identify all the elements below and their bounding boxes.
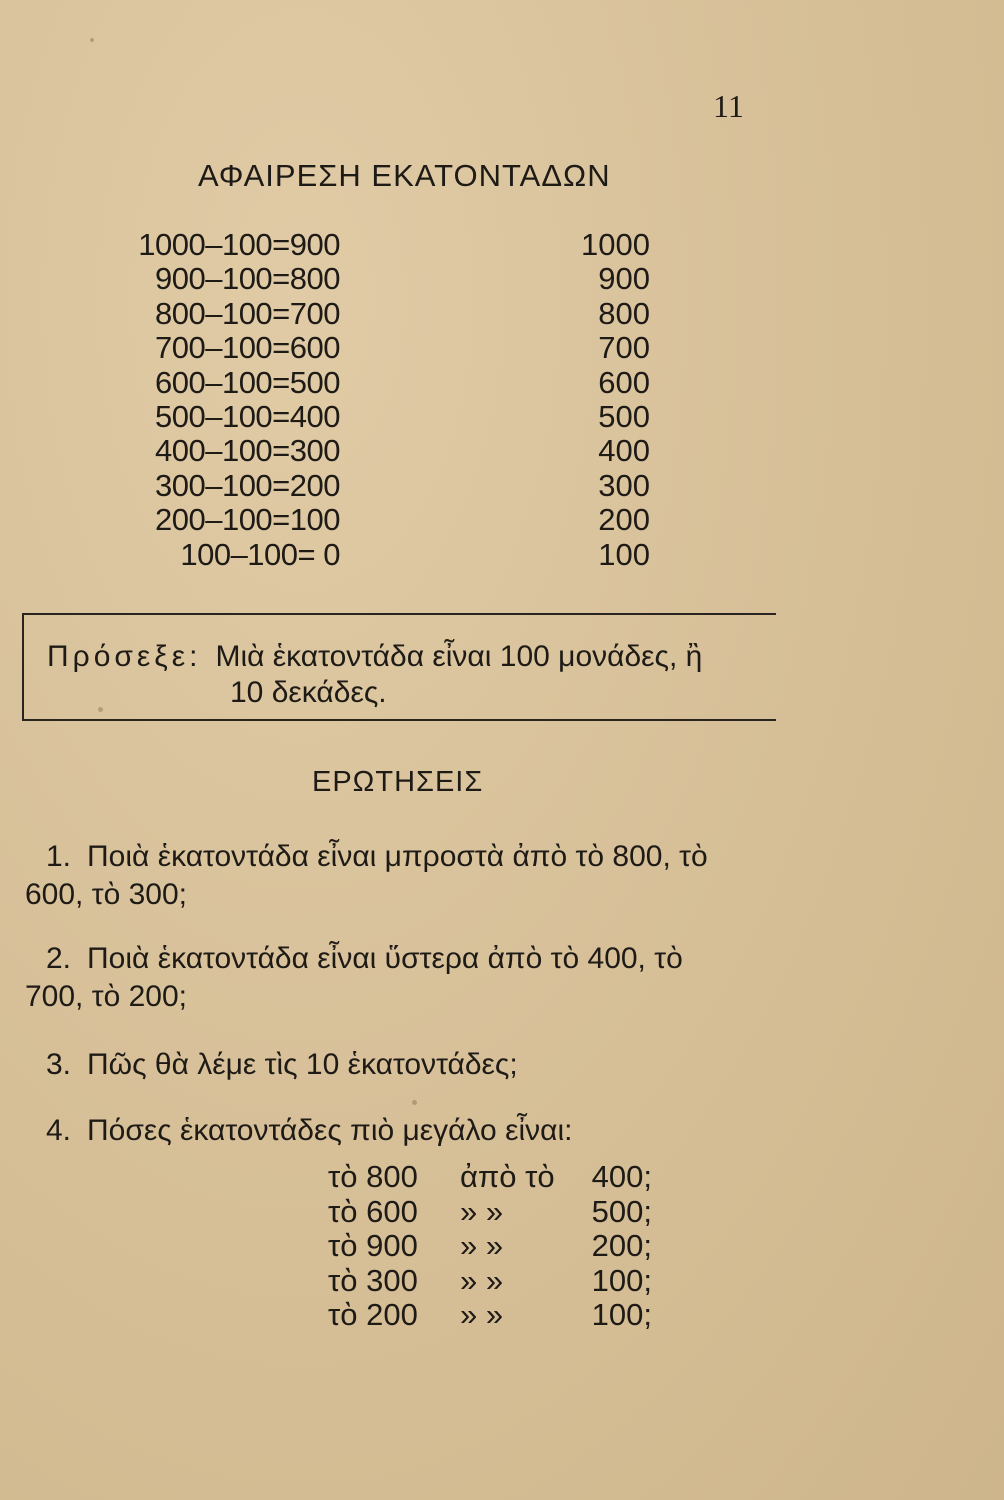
comparison-right: 500;	[591, 1193, 652, 1229]
question-2	[25, 940, 785, 1016]
question-text-continued: 600, τὸ 300;	[25, 878, 187, 911]
subtraction-list	[118, 228, 340, 572]
hundreds-value: 800	[598, 295, 650, 331]
note-line-2: 10 δεκάδες.	[230, 676, 387, 709]
question-1	[25, 838, 785, 914]
comparison-middle: » »	[460, 1228, 504, 1263]
subtraction-row: 900–100=800	[154, 261, 340, 297]
question-text: Πόσες ἑκατοντάδες πιὸ μεγάλο εἶναι:	[87, 1114, 573, 1147]
comparison-right: 200;	[591, 1228, 652, 1263]
subtraction-row: 1000–100=900	[138, 227, 340, 262]
question-number: 2.	[45, 942, 71, 975]
hundreds-column	[560, 228, 650, 572]
question-text: Ποιὰ ἑκατοντάδα εἶναι ὕστερα ἀπὸ τὸ 400, τὸ	[87, 942, 683, 975]
paper-speck	[98, 707, 103, 712]
comparison-right: 100;	[591, 1297, 652, 1332]
hundreds-value: 600	[598, 364, 650, 400]
hundreds-value: 500	[598, 398, 650, 434]
section-title: ΑΦΑΙΡΕΣΗ ΕΚΑΤΟΝΤΑΔΩΝ	[198, 158, 611, 193]
questions-title: ΕΡΩΤΗΣΕΙΣ	[312, 766, 484, 798]
hundreds-value: 300	[598, 467, 650, 503]
question-4	[25, 1112, 785, 1150]
subtraction-row: 300–100=200	[154, 467, 340, 503]
question-text: Ποιὰ ἑκατοντάδα εἶναι μπροστὰ ἀπὸ τὸ 800, τὸ	[87, 840, 708, 873]
comparison-left: τὸ 800	[328, 1159, 418, 1194]
subtraction-row: 800–100=700	[154, 295, 340, 331]
question-text: Πῶς θὰ λέμε τὶς 10 ἑκατοντάδες;	[87, 1048, 518, 1081]
comparison-right: 400;	[591, 1159, 652, 1194]
note-line-1	[47, 640, 702, 674]
page-number: 11	[713, 88, 744, 124]
comparison-middle: » »	[460, 1297, 504, 1332]
comparison-left: τὸ 300	[328, 1262, 418, 1298]
hundreds-value: 400	[598, 433, 650, 469]
comparison-middle: » »	[460, 1262, 504, 1298]
question-3	[25, 1046, 785, 1084]
comparison-middle: ἀπὸ τὸ	[460, 1159, 555, 1194]
subtraction-row: 500–100=400	[154, 398, 340, 434]
question-number: 1.	[45, 840, 71, 873]
hundreds-value: 200	[598, 502, 650, 538]
paper-speck	[412, 1100, 417, 1105]
question-text-continued: 700, τὸ 200;	[25, 980, 187, 1013]
subtraction-row: 600–100=500	[154, 364, 340, 400]
question-number: 4.	[45, 1114, 71, 1147]
comparison-right: 100;	[591, 1262, 652, 1298]
hundreds-value: 700	[598, 330, 650, 366]
question-number: 3.	[45, 1048, 71, 1081]
hundreds-value: 100	[598, 536, 650, 572]
comparison-left: τὸ 600	[328, 1193, 418, 1229]
hundreds-value: 900	[598, 261, 650, 297]
paper-speck	[90, 38, 94, 42]
comparison-left: τὸ 900	[328, 1228, 418, 1263]
subtraction-row: 400–100=300	[154, 433, 340, 469]
subtraction-row: 100–100= 0	[180, 536, 340, 572]
comparison-left: τὸ 200	[328, 1297, 418, 1332]
subtraction-row: 700–100=600	[154, 330, 340, 366]
hundreds-value: 1000	[581, 227, 650, 262]
subtraction-row: 200–100=100	[154, 502, 340, 538]
comparison-middle: » »	[460, 1193, 504, 1229]
note-label: Πρόσεξε:	[47, 640, 202, 673]
note-text: Μιὰ ἑκατοντάδα εἶναι 100 μονάδες, ἢ	[215, 640, 703, 673]
